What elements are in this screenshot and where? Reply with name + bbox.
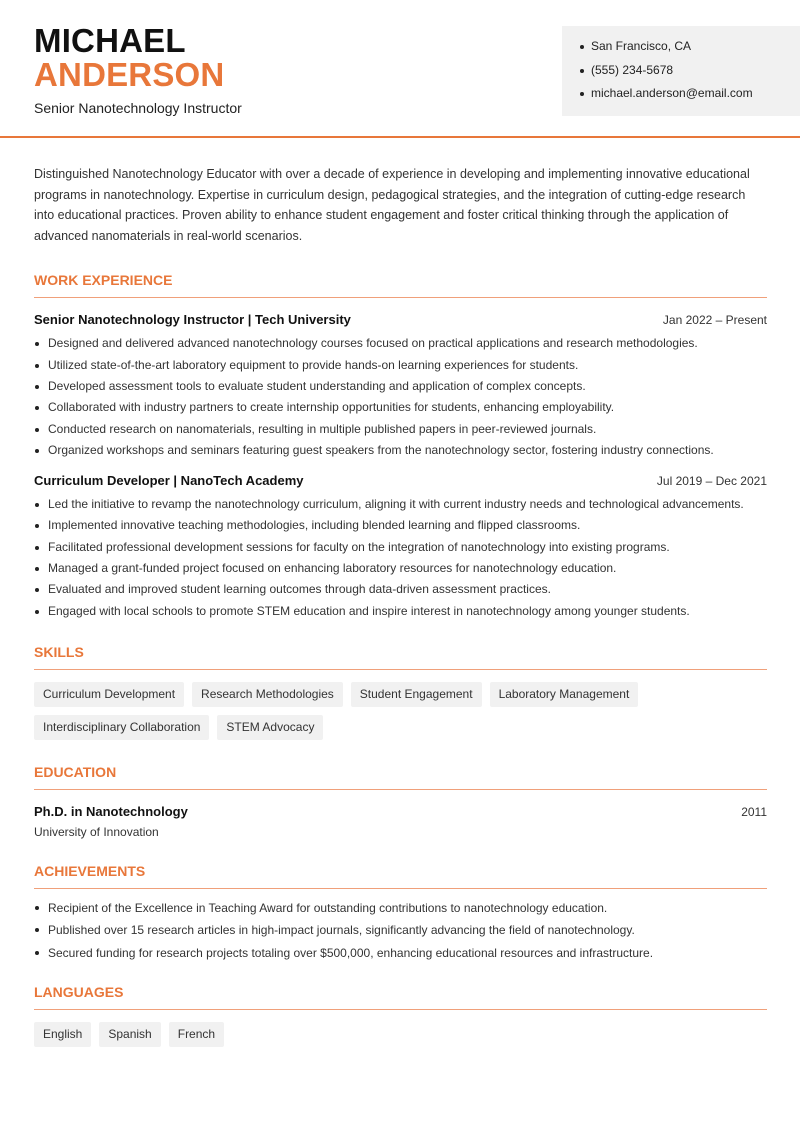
- work-experience-section: [34, 272, 767, 622]
- bullet-icon: [35, 364, 39, 368]
- job-entry: [34, 473, 767, 622]
- bullet-icon: [35, 342, 39, 346]
- bullet-icon: [580, 92, 584, 96]
- bullet-icon: [35, 588, 39, 592]
- list-item: Facilitated professional development sessions for faculty on the integration of nanotechnology into existing programs.: [34, 537, 767, 558]
- summary: Distinguished Nanotechnology Educator with over a decade of experience in developing and implementing innovative educational programs in nanotechnology. Expertise in curriculum design, pedagogical strategies, and the integration of cutting-edge research into educational practices. Proven ability to enhance student engagement and foster critical thinking through the application of advanced nanomaterials in real-world scenarios.: [34, 167, 750, 243]
- contact-email: michael.anderson@email.com: [580, 86, 782, 110]
- language-chip: French: [169, 1022, 224, 1047]
- bullet-icon: [35, 503, 39, 507]
- last-name: ANDERSON: [34, 56, 225, 93]
- degree: Ph.D. in Nanotechnology: [34, 803, 188, 819]
- bullet-icon: [35, 406, 39, 410]
- skills-list: [34, 682, 767, 740]
- education-section: [34, 764, 767, 839]
- list-item: Collaborated with industry partners to create internship opportunities for students, enhancing employability.: [34, 397, 767, 418]
- resume-header: [0, 0, 800, 138]
- languages-section: [34, 984, 767, 1047]
- resume-body: [34, 164, 767, 1047]
- list-item: Managed a grant-funded project focused on enhancing laboratory resources for nanotechnology education.: [34, 558, 767, 579]
- section-title-education: EDUCATION: [34, 764, 767, 790]
- list-item: Published over 15 research articles in high-impact journals, significantly advancing the field of nanotechnology.: [34, 919, 767, 942]
- achievements-section: [34, 863, 767, 965]
- bullet-icon: [35, 906, 39, 910]
- list-item: Evaluated and improved student learning outcomes through data-driven assessment practices.: [34, 579, 767, 600]
- list-item: Organized workshops and seminars featuring guest speakers from the nanotechnology sector, fostering industry connections.: [34, 440, 767, 461]
- languages-list: [34, 1022, 767, 1047]
- skill-chip: Curriculum Development: [34, 682, 184, 707]
- skill-chip: Research Methodologies: [192, 682, 343, 707]
- list-item: Conducted research on nanomaterials, resulting in multiple published papers in peer-reviewed journals.: [34, 419, 767, 440]
- bullet-icon: [35, 951, 39, 955]
- school-name: University of Innovation: [34, 824, 159, 839]
- contact-phone: (555) 234-5678: [580, 63, 782, 87]
- bullet-icon: [35, 567, 39, 571]
- list-item: Engaged with local schools to promote STEM education and inspire interest in nanotechnology among younger students.: [34, 601, 767, 622]
- section-title-work-experience: WORK EXPERIENCE: [34, 272, 767, 298]
- job-dates: Jul 2019 – Dec 2021: [656, 474, 767, 489]
- bullet-icon: [35, 546, 39, 550]
- list-item: Recipient of the Excellence in Teaching Award for outstanding contributions to nanotechnology education.: [34, 897, 767, 920]
- job-title: Senior Nanotechnology Instructor: [34, 100, 242, 116]
- skills-section: [34, 644, 767, 740]
- first-name: MICHAEL: [34, 22, 186, 59]
- list-item: Utilized state-of-the-art laboratory equipment to provide hands-on learning experiences for students.: [34, 355, 767, 376]
- list-item: Led the initiative to revamp the nanotechnology curriculum, aligning it with current industry needs and technological advancements.: [34, 494, 767, 515]
- job-role: Senior Nanotechnology Instructor | Tech University: [34, 312, 351, 328]
- language-chip: Spanish: [99, 1022, 160, 1047]
- bullet-icon: [35, 524, 39, 528]
- job-dates: Jan 2022 – Present: [662, 313, 767, 328]
- bullet-icon: [35, 428, 39, 432]
- contact-box: [562, 26, 800, 116]
- bullet-icon: [580, 69, 584, 73]
- contact-location: San Francisco, CA: [580, 39, 782, 63]
- job-role: Curriculum Developer | NanoTech Academy: [34, 473, 304, 489]
- graduation-year: 2011: [741, 804, 767, 819]
- skill-chip: Interdisciplinary Collaboration: [34, 715, 209, 740]
- skill-chip: Laboratory Management: [490, 682, 639, 707]
- skill-chip: Student Engagement: [351, 682, 482, 707]
- list-item: Designed and delivered advanced nanotechnology courses focused on practical applications and research methodologies.: [34, 333, 767, 354]
- bullet-icon: [35, 610, 39, 614]
- bullet-icon: [35, 928, 39, 932]
- section-title-skills: SKILLS: [34, 644, 767, 670]
- bullet-icon: [580, 45, 584, 49]
- section-title-achievements: ACHIEVEMENTS: [34, 863, 767, 889]
- language-chip: English: [34, 1022, 91, 1047]
- job-entry: [34, 312, 767, 461]
- bullet-icon: [35, 449, 39, 453]
- list-item: Implemented innovative teaching methodologies, including blended learning and flipped classrooms.: [34, 515, 767, 536]
- bullet-icon: [35, 385, 39, 389]
- list-item: Developed assessment tools to evaluate student understanding and application of complex concepts.: [34, 376, 767, 397]
- skill-chip: STEM Advocacy: [217, 715, 323, 740]
- candidate-name: [34, 24, 224, 92]
- list-item: Secured funding for research projects totaling over $500,000, enhancing educational resources and infrastructure.: [34, 942, 767, 965]
- section-title-languages: LANGUAGES: [34, 984, 767, 1010]
